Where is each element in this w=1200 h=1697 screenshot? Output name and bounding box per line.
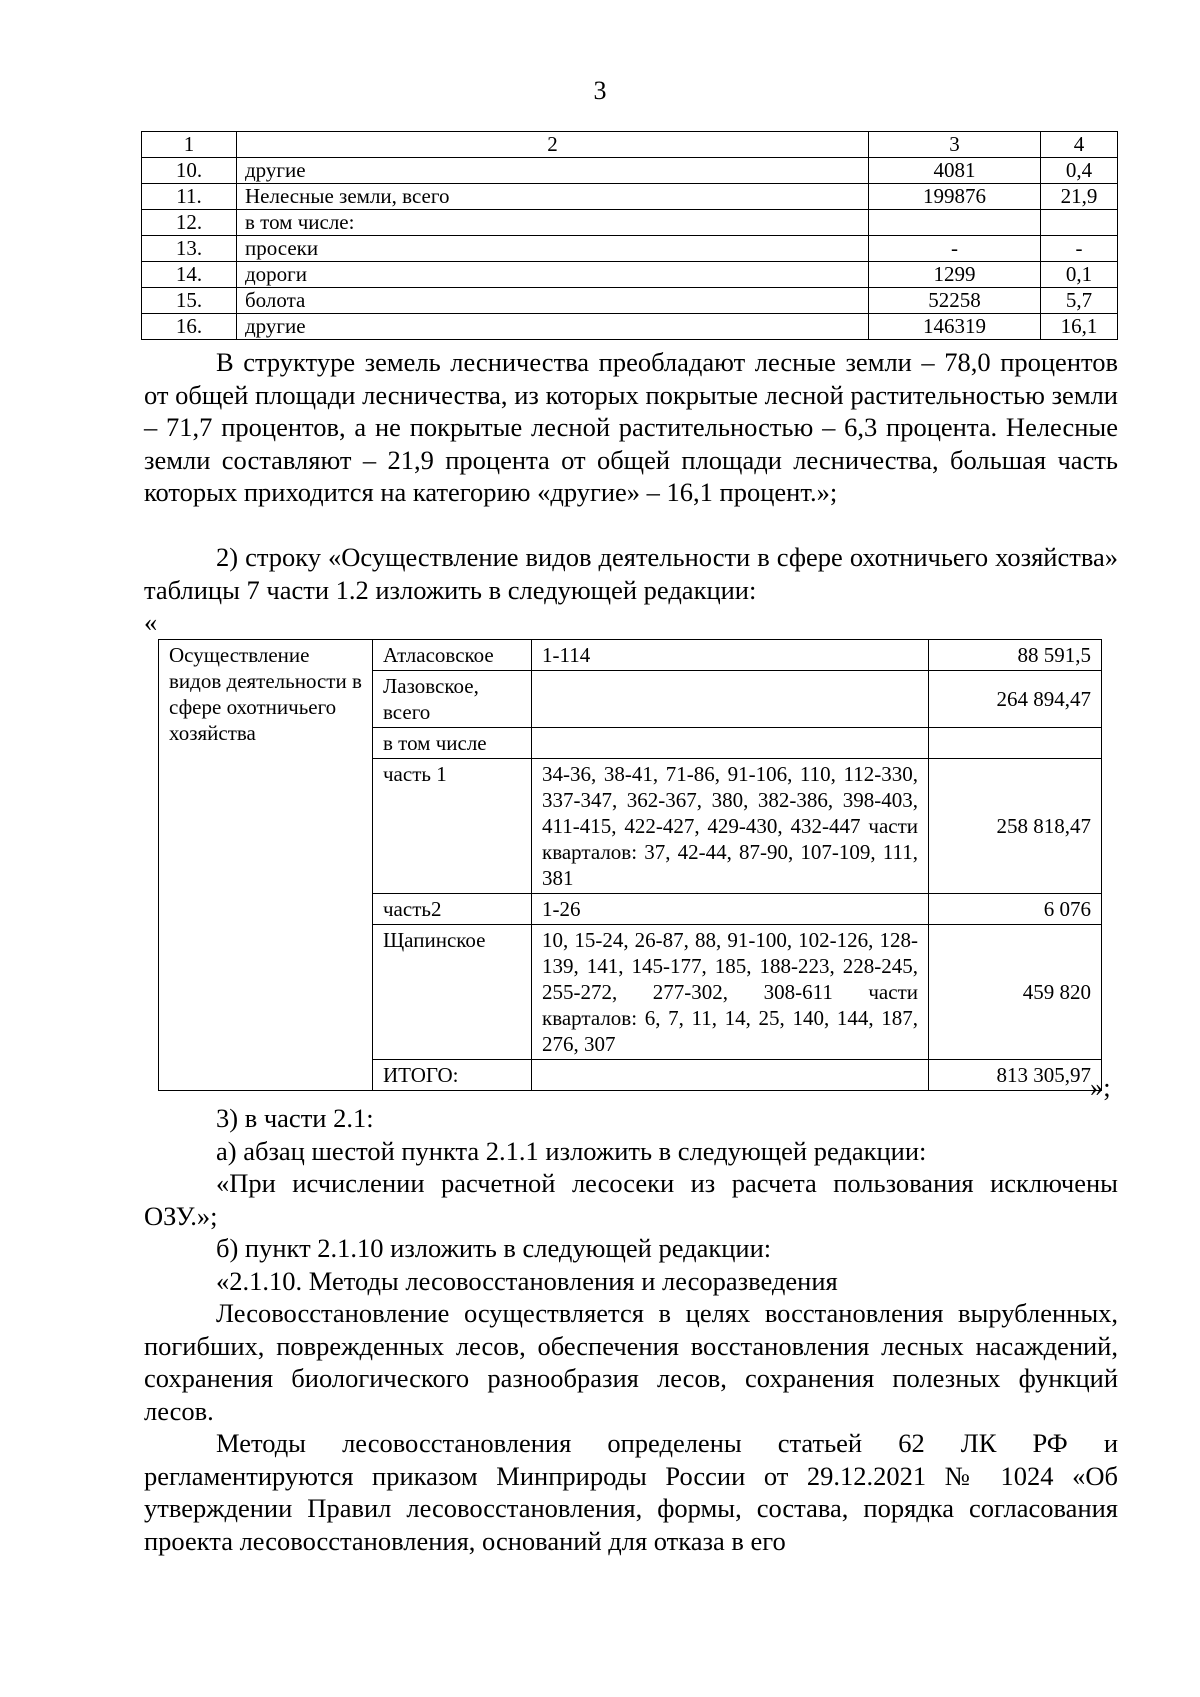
- table-row: [142, 262, 1118, 288]
- item-3: 3) в части 2.1:: [216, 1103, 374, 1133]
- item-3a: а) абзац шестой пункта 2.1.1 изложить в следующей редакции:: [216, 1136, 927, 1166]
- quarters-cell: [532, 728, 929, 759]
- district-cell: ИТОГО:: [373, 1060, 532, 1091]
- row-label: болота: [237, 288, 869, 314]
- land-structure-table: [141, 131, 1118, 340]
- row-number: 16.: [142, 314, 237, 340]
- paragraph-land-structure: В структуре земель лесничества преобладают лесные земли – 78,0 процентов от общей площади лесничества, из которых покрытые лесной растительностью земли – 71,7 процентов, а не покрытые лесной растительностью – 6,3 процента. Нелесные земли составляют – 21,9 процента от общей площади лесничества, большая часть которых приходится на категорию «другие» – 16,1 процент.»;: [144, 347, 1118, 507]
- row-number: 10.: [142, 158, 237, 184]
- district-cell: Атласовское: [373, 640, 532, 671]
- row-percent: 0,4: [1041, 158, 1118, 184]
- area-cell: [929, 728, 1102, 759]
- row-label: дороги: [237, 262, 869, 288]
- row-percent: 21,9: [1041, 184, 1118, 210]
- row-area: 4081: [869, 158, 1041, 184]
- open-quote: «: [144, 607, 158, 637]
- area-cell: 459 820: [929, 925, 1102, 1060]
- row-percent: -: [1041, 236, 1118, 262]
- row-number: 15.: [142, 288, 237, 314]
- row-label: просеки: [237, 236, 869, 262]
- table-row: [142, 236, 1118, 262]
- district-cell: Щапинское: [373, 925, 532, 1060]
- district-cell: в том числе: [373, 728, 532, 759]
- table-row: [142, 210, 1118, 236]
- row-area: 199876: [869, 184, 1041, 210]
- hunting-activity-table: [158, 639, 1102, 1091]
- row-label: Нелесные земли, всего: [237, 184, 869, 210]
- quarters-cell: 1-26: [532, 894, 929, 925]
- table-row: [142, 184, 1118, 210]
- header-cell: 1: [142, 132, 237, 158]
- row-percent: 5,7: [1041, 288, 1118, 314]
- row-label: другие: [237, 158, 869, 184]
- page-number: 3: [593, 76, 607, 105]
- area-cell: 813 305,97: [929, 1060, 1102, 1091]
- close-quote: »;: [1090, 1072, 1111, 1102]
- district-cell: часть 1: [373, 759, 532, 894]
- table-row: [142, 288, 1118, 314]
- row-area: 52258: [869, 288, 1041, 314]
- row-number: 12.: [142, 210, 237, 236]
- district-cell: Лазовское, всего: [373, 671, 532, 728]
- district-cell: часть2: [373, 894, 532, 925]
- header-cell: 4: [1041, 132, 1118, 158]
- area-cell: 264 894,47: [929, 671, 1102, 728]
- row-area: 146319: [869, 314, 1041, 340]
- row-area: 1299: [869, 262, 1041, 288]
- area-cell: 6 076: [929, 894, 1102, 925]
- table-header-row: [142, 132, 1118, 158]
- table-row: [142, 158, 1118, 184]
- activity-cell: Осуществление видов деятельности в сфере охотничьего хозяйства: [159, 640, 373, 1091]
- row-number: 13.: [142, 236, 237, 262]
- quarters-cell: [532, 671, 929, 728]
- area-cell: 88 591,5: [929, 640, 1102, 671]
- row-label: в том числе:: [237, 210, 869, 236]
- header-cell: 2: [237, 132, 869, 158]
- table-row: [142, 314, 1118, 340]
- header-cell: 3: [869, 132, 1041, 158]
- quarters-cell: 10, 15-24, 26-87, 88, 91-100, 102-126, 128-139, 141, 145-177, 185, 188-223, 228-245, 255-272, 277-302, 308-611 части кварталов: 6, 7, 11, 14, 25, 140, 144, 187, 276, 307: [532, 925, 929, 1060]
- paragraph-reforestation: Лесовосстановление осуществляется в целях восстановления вырубленных, погибших, поврежденных лесов, обеспечения восстановления лесных насаждений, сохранения биологического разнообразия лесов, сохранения полезных функций лесов.: [144, 1298, 1118, 1426]
- paragraph-methods: Методы лесовосстановления определены статьей 62 ЛК РФ и регламентируются приказом Минприроды России от 29.12.2021 № 1024 «Об утверждении Правил лесовосстановления, формы, состава, порядка согласования проекта лесовосстановления, оснований для отказа в его: [144, 1428, 1118, 1556]
- quarters-cell: 1-114: [532, 640, 929, 671]
- row-area: [869, 210, 1041, 236]
- quarters-cell: [532, 1060, 929, 1091]
- table-row: [159, 640, 1102, 671]
- row-number: 14.: [142, 262, 237, 288]
- area-cell: 258 818,47: [929, 759, 1102, 894]
- quote-ozu: «При исчислении расчетной лесосеки из расчета пользования исключены ОЗУ.»;: [144, 1168, 1118, 1231]
- item-3b: б) пункт 2.1.10 изложить в следующей редакции:: [216, 1233, 772, 1263]
- paragraph-item-2: 2) строку «Осуществление видов деятельности в сфере охотничьего хозяйства» таблицы 7 части 1.2 изложить в следующей редакции:: [144, 542, 1118, 605]
- row-number: 11.: [142, 184, 237, 210]
- heading-2-1-10: «2.1.10. Методы лесовосстановления и лесоразведения: [216, 1266, 838, 1296]
- row-percent: 16,1: [1041, 314, 1118, 340]
- row-area: -: [869, 236, 1041, 262]
- row-label: другие: [237, 314, 869, 340]
- row-percent: 0,1: [1041, 262, 1118, 288]
- quarters-cell: 34-36, 38-41, 71-86, 91-106, 110, 112-330, 337-347, 362-367, 380, 382-386, 398-403, 411-415, 422-427, 429-430, 432-447 части кварталов: 37, 42-44, 87-90, 107-109, 111, 381: [532, 759, 929, 894]
- row-percent: [1041, 210, 1118, 236]
